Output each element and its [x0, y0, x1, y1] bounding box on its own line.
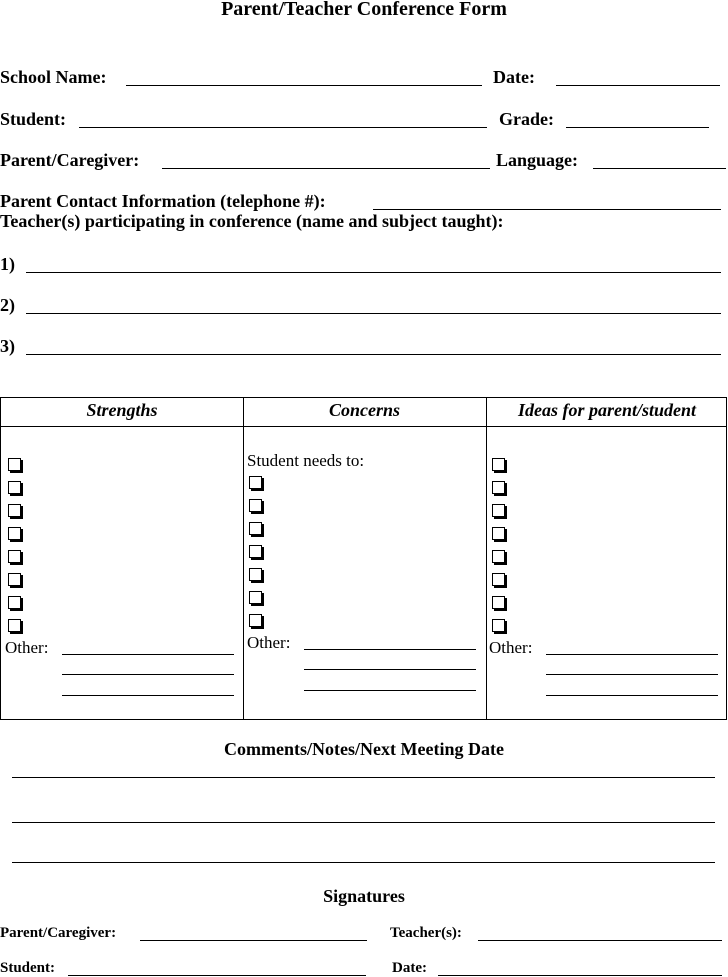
checkbox[interactable] [8, 504, 21, 517]
checkbox[interactable] [492, 596, 505, 609]
table-header-divider [1, 426, 726, 427]
column-divider [486, 398, 487, 719]
teacher-3-field[interactable] [26, 354, 721, 355]
checkbox[interactable] [492, 527, 505, 540]
teacher-1-field[interactable] [26, 272, 721, 273]
grade-field[interactable] [566, 127, 709, 128]
student-row [0, 109, 728, 133]
teachers-participating-label: Teacher(s) participating in conference (name and subject taught): [0, 211, 504, 231]
school-name-row [0, 67, 728, 91]
sig-student-label: Student: [0, 960, 56, 976]
sig-teachers-field[interactable] [478, 940, 722, 941]
checkbox[interactable] [8, 458, 21, 471]
teacher-line-1 [0, 254, 728, 278]
student-label: Student: [0, 109, 67, 129]
ideas-column [490, 458, 505, 642]
checkbox[interactable] [249, 568, 262, 581]
concerns-other-label: Other: [247, 633, 291, 652]
grade-label: Grade: [499, 109, 554, 129]
comments-line[interactable] [12, 777, 715, 778]
checkbox[interactable] [249, 545, 262, 558]
teacher-line-number: 1) [0, 254, 15, 274]
sig-date-field[interactable] [438, 975, 722, 976]
checkbox[interactable] [492, 550, 505, 563]
ideas-other-label: Other: [489, 638, 533, 657]
comments-line[interactable] [12, 822, 715, 823]
checkbox[interactable] [492, 619, 505, 632]
checkbox[interactable] [249, 522, 262, 535]
checkbox[interactable] [249, 591, 262, 604]
school-name-field[interactable] [126, 85, 482, 86]
parent-contact-label: Parent Contact Information (telephone #): [0, 191, 326, 211]
strengths-other-line[interactable] [62, 654, 234, 655]
checkbox[interactable] [249, 614, 262, 627]
checkbox[interactable] [492, 573, 505, 586]
teacher-line-2 [0, 295, 728, 319]
concerns-other-line[interactable] [304, 669, 476, 670]
checkbox[interactable] [8, 596, 21, 609]
concerns-other-line[interactable] [304, 690, 476, 691]
checkbox[interactable] [8, 481, 21, 494]
teacher-line-3 [0, 336, 728, 360]
checkbox[interactable] [249, 499, 262, 512]
teachers-participating-row [0, 211, 728, 235]
checkbox[interactable] [492, 504, 505, 517]
concerns-column [247, 476, 262, 637]
checkbox[interactable] [492, 458, 505, 471]
ideas-other-line[interactable] [546, 674, 718, 675]
column-divider [243, 398, 244, 719]
strengths-other-label: Other: [5, 638, 49, 657]
teacher-line-number: 3) [0, 336, 15, 356]
student-field[interactable] [79, 127, 487, 128]
sig-date-label: Date: [392, 960, 427, 976]
checkbox[interactable] [249, 476, 262, 489]
school-name-label: School Name: [0, 67, 107, 87]
strengths-other-line[interactable] [62, 674, 234, 675]
form-title: Parent/Teacher Conference Form [221, 0, 507, 20]
concerns-intro: Student needs to: [247, 451, 365, 470]
header-ideas: Ideas for parent/student [517, 400, 697, 420]
checkbox[interactable] [8, 573, 21, 586]
ideas-other-line[interactable] [546, 654, 718, 655]
signatures-heading: Signatures [323, 886, 405, 906]
language-field[interactable] [593, 168, 726, 169]
ideas-other-line[interactable] [546, 695, 718, 696]
parent-caregiver-field[interactable] [162, 168, 490, 169]
comments-heading: Comments/Notes/Next Meeting Date [224, 739, 504, 759]
header-concerns: Concerns [328, 400, 400, 420]
teacher-2-field[interactable] [26, 313, 721, 314]
sig-parent-caregiver-field[interactable] [140, 940, 367, 941]
checkbox[interactable] [8, 527, 21, 540]
conference-table [0, 397, 727, 720]
parent-caregiver-label: Parent/Caregiver: [0, 150, 140, 170]
date-label: Date: [493, 67, 535, 87]
sig-teachers-label: Teacher(s): [390, 925, 462, 941]
checkbox[interactable] [492, 481, 505, 494]
parent-row [0, 150, 728, 174]
checkbox[interactable] [8, 550, 21, 563]
header-strengths: Strengths [86, 400, 158, 420]
date-field[interactable] [556, 85, 720, 86]
sig-student-field[interactable] [68, 975, 366, 976]
language-label: Language: [496, 150, 579, 170]
strengths-column [6, 458, 21, 642]
checkbox[interactable] [8, 619, 21, 632]
sig-parent-caregiver-label: Parent/Caregiver: [0, 925, 117, 941]
concerns-other-line[interactable] [304, 649, 476, 650]
teacher-line-number: 2) [0, 295, 15, 315]
strengths-other-line[interactable] [62, 695, 234, 696]
parent-contact-field[interactable] [373, 209, 721, 210]
comments-line[interactable] [12, 862, 715, 863]
